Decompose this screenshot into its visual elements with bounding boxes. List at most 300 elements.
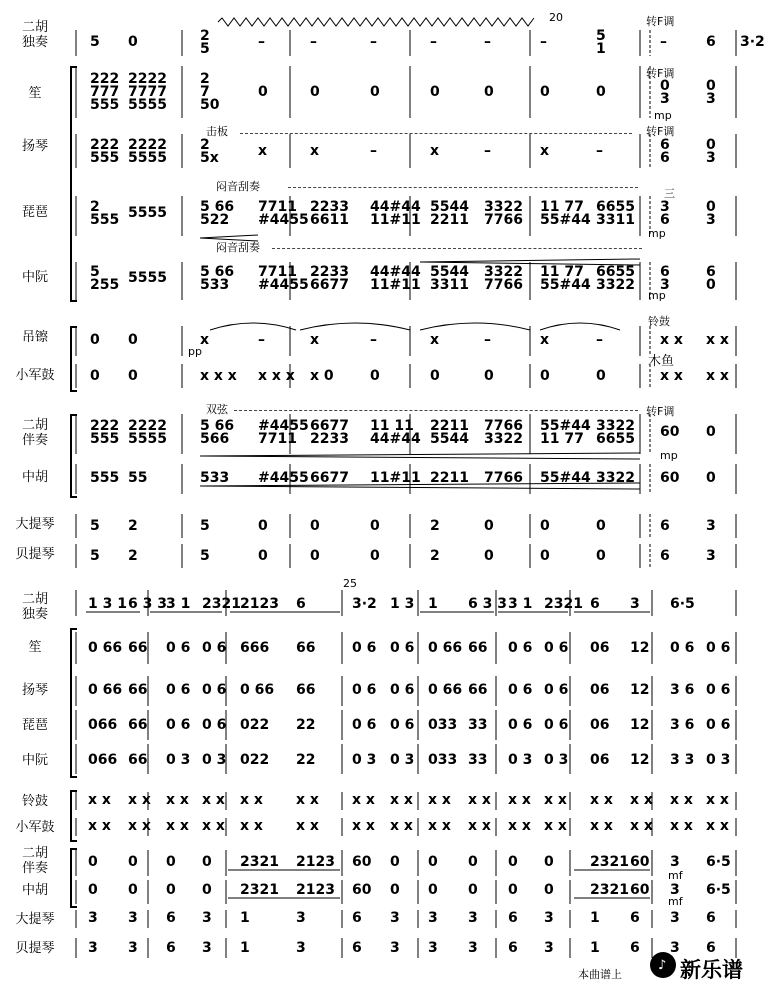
note-erhu_acc: 0 — [88, 854, 98, 870]
note-sheng: 0 6 — [670, 640, 695, 656]
note-zhongruan: 5555 — [128, 270, 167, 286]
slur-arc — [420, 323, 530, 330]
note-bass: 3 — [202, 940, 212, 956]
note-sheng: 0 — [310, 84, 320, 100]
note-yangqin: 5x — [200, 149, 219, 166]
note-cello: 6 — [508, 910, 518, 926]
note-diaobo: – — [370, 332, 377, 348]
note-snare: x x — [706, 368, 729, 384]
note-pipa: 7711 — [258, 198, 297, 215]
note-sheng: 777 — [90, 84, 120, 100]
note-linggu: x x — [390, 792, 413, 808]
label-sheng: 笙 — [28, 86, 42, 101]
label-snare-2: 小军鼓 — [15, 820, 55, 835]
note-erhu_acc: 60 — [660, 424, 680, 440]
dynamic-mp: mp — [654, 109, 672, 122]
label-snare: 小军鼓 — [15, 368, 55, 383]
note-yangqin: – — [484, 143, 491, 159]
note-cello: 6 — [630, 910, 640, 926]
note-yangqin: 0 6 — [352, 682, 377, 698]
note-erhu_acc: 11 11 — [370, 417, 414, 434]
note-snare: x x — [128, 818, 151, 834]
note-zhongruan: 0 — [706, 276, 716, 293]
note-snare: 0 — [370, 368, 380, 384]
key-change-mark-4: 转F调 — [646, 405, 675, 418]
note-snare: x x — [88, 818, 111, 834]
note-erhu_acc: 55#44 — [540, 417, 591, 434]
note-erhu_solo: 6 — [706, 34, 716, 50]
key-change-mark-1: 转F调 — [646, 15, 675, 28]
label-yangqin-2: 扬琴 — [21, 683, 48, 698]
note-yangqin: 6 — [660, 136, 670, 153]
note-yangqin: 2222 — [128, 136, 167, 153]
note-yangqin: 0 6 — [390, 682, 415, 698]
note-zhongruan: 0 3 — [544, 752, 569, 768]
note-erhu_acc: 11 77 — [540, 430, 584, 447]
note-sheng: 0 — [370, 84, 380, 100]
note-yangqin: x — [310, 143, 320, 159]
note-erhu_acc: #4455 — [258, 417, 309, 434]
note-erhu_solo: 1 — [428, 596, 438, 612]
note-zhongruan: 11#11 — [370, 276, 421, 293]
note-pipa: 5544 — [430, 198, 469, 215]
note-bass: 2 — [128, 548, 138, 564]
note-snare: x x x — [258, 368, 295, 384]
note-bass: 6 — [630, 940, 640, 956]
note-linggu: x x — [296, 792, 319, 808]
note-zhongruan: 033 — [428, 752, 458, 768]
note-erhu_solo: 1 — [596, 40, 606, 57]
note-erhu_acc: 0 — [468, 854, 478, 870]
note-sheng: 3 — [706, 90, 716, 107]
note-pipa: 0 6 — [706, 717, 731, 733]
note-bass: 5 — [200, 548, 210, 564]
note-erhu_solo: 6 3 3 — [128, 596, 167, 612]
label-zhonghu-2: 中胡 — [21, 883, 48, 898]
note-linggu: x x — [428, 792, 451, 808]
note-bass: 0 — [596, 548, 606, 564]
note-zhonghu: 6677 — [310, 470, 349, 486]
note-snare: x x — [590, 818, 613, 834]
note-zhongruan: 0 3 — [202, 752, 227, 768]
note-linggu: x x — [128, 792, 151, 808]
note-bass: 1 — [590, 940, 600, 956]
note-bass: 6 — [660, 548, 670, 564]
note-zhonghu: 0 — [88, 882, 98, 898]
note-yangqin: 0 6 — [508, 682, 533, 698]
note-pipa: 6611 — [310, 211, 349, 228]
note-erhu_acc: 7711 — [258, 430, 297, 447]
note-linggu: x x — [544, 792, 567, 808]
note-diaobo: x — [310, 332, 320, 348]
note-zhongruan: #4455 — [258, 276, 309, 293]
note-yangqin: – — [370, 143, 377, 159]
note-zhonghu: 55#44 — [540, 470, 591, 486]
note-bass: 0 — [370, 548, 380, 564]
note-sheng: 0 6 — [544, 640, 569, 656]
note-cello: 3 — [544, 910, 554, 926]
note-snare: x 0 — [310, 368, 334, 384]
note-erhu_acc: 3 — [670, 854, 680, 870]
note-pipa: 44#44 — [370, 198, 421, 215]
key-change-mark-2: 转F调 — [646, 67, 675, 80]
note-sheng: 0 — [596, 84, 606, 100]
note-pipa: 5 66 — [200, 198, 235, 215]
hairpin — [200, 486, 640, 489]
label-zhonghu: 中胡 — [21, 470, 48, 485]
note-sheng: 0 — [540, 84, 550, 100]
note-erhu_solo: – — [430, 34, 437, 50]
note-pipa: 0 6 — [352, 717, 377, 733]
note-cello: 0 — [310, 518, 320, 534]
note-erhu_solo: 2321 — [202, 596, 241, 612]
note-erhu_acc: 0 — [428, 854, 438, 870]
label-erhu-acc: 二胡 伴奏 — [21, 418, 48, 448]
note-yangqin: 6 — [660, 149, 670, 166]
note-sheng: 0 — [484, 84, 494, 100]
dynamic-pp: pp — [188, 345, 202, 358]
logo-icon: ♪ — [650, 952, 676, 978]
note-linggu: x x — [468, 792, 491, 808]
linggu-mark: 铃鼓 — [648, 315, 670, 328]
note-yangqin: – — [596, 143, 603, 159]
note-sheng: 12 — [630, 640, 650, 656]
note-diaobo: x x — [660, 332, 683, 348]
note-bass: 0 — [310, 548, 320, 564]
note-cello: 6 — [706, 910, 716, 926]
note-yangqin: 3 6 — [670, 682, 695, 698]
note-yangqin: 2 — [200, 136, 210, 153]
note-pipa: 0 6 — [202, 717, 227, 733]
note-erhu_solo: – — [310, 34, 317, 50]
note-erhu_acc: 6·5 — [706, 854, 731, 870]
note-snare: x x — [544, 818, 567, 834]
note-bass: 0 — [540, 548, 550, 564]
note-bass: 3 — [390, 940, 400, 956]
note-zhonghu: 0 — [202, 882, 212, 898]
note-pipa: 11 77 — [540, 198, 584, 215]
note-zhonghu: 0 — [390, 882, 400, 898]
note-erhu_acc: 222 — [90, 417, 120, 434]
note-erhu_solo: 2 — [200, 27, 210, 44]
note-yangqin: 66 — [128, 682, 148, 698]
note-zhongruan: 5544 — [430, 263, 469, 280]
note-cello: 6 — [166, 910, 176, 926]
note-bass: 0 — [484, 548, 494, 564]
note-sheng: 5555 — [128, 97, 167, 113]
note-zhonghu: 0 — [428, 882, 438, 898]
note-erhu_solo: 3 1 — [508, 596, 533, 612]
note-pipa: 022 — [240, 717, 270, 733]
note-zhongruan: 6677 — [310, 276, 349, 293]
note-snare: 0 — [484, 368, 494, 384]
note-cello: 6 — [352, 910, 362, 926]
note-erhu_acc: 5544 — [430, 430, 469, 447]
note-bass: 3 — [296, 940, 306, 956]
note-bass: 2 — [430, 548, 440, 564]
note-zhongruan: 44#44 — [370, 263, 421, 280]
note-cello: 3 — [670, 910, 680, 926]
note-erhu_solo: – — [258, 34, 265, 50]
note-zhonghu: 0 — [166, 882, 176, 898]
note-erhu_acc: 6655 — [596, 430, 635, 447]
note-erhu_solo: 6 — [296, 596, 306, 612]
note-yangqin: x — [430, 143, 440, 159]
note-linggu: x x — [352, 792, 375, 808]
footer-note: 本曲谱上 — [578, 968, 622, 981]
note-zhongruan: 0 3 — [508, 752, 533, 768]
note-yangqin: 66 — [296, 682, 316, 698]
jiban-mark: 击板 — [206, 125, 228, 138]
note-snare: x x — [240, 818, 263, 834]
note-cello: 0 — [258, 518, 268, 534]
note-bass: 6 — [352, 940, 362, 956]
note-cello: 0 — [596, 518, 606, 534]
note-yangqin: 5555 — [128, 149, 167, 166]
note-erhu_solo: 3·2 — [352, 596, 377, 612]
note-snare: x x — [428, 818, 451, 834]
slur-arc — [300, 323, 410, 330]
label-bass-2: 贝提琴 — [15, 941, 55, 956]
note-pipa: 06 — [590, 717, 610, 733]
note-pipa: #4455 — [258, 211, 309, 228]
note-sheng: 0 6 — [202, 640, 227, 656]
san-mark: 三 — [664, 187, 675, 200]
note-snare: 0 — [90, 368, 100, 384]
note-zhonghu: 0 — [544, 882, 554, 898]
note-erhu_acc: 0 — [202, 854, 212, 870]
note-erhu_solo: – — [484, 34, 491, 50]
note-sheng: 7777 — [128, 84, 167, 100]
note-snare: x x — [660, 368, 683, 384]
note-zhongruan: 0 3 — [390, 752, 415, 768]
note-erhu_acc: 0 — [508, 854, 518, 870]
note-zhonghu: 2321 — [590, 882, 629, 898]
hairpin — [200, 453, 640, 456]
note-zhonghu: 60 — [660, 470, 680, 486]
note-yangqin: 0 66 — [88, 682, 123, 698]
note-bass: 3 — [670, 940, 680, 956]
note-yangqin: 0 6 — [166, 682, 191, 698]
note-yangqin: 06 — [590, 682, 610, 698]
note-pipa: 11#11 — [370, 211, 421, 228]
note-cello: 0 — [370, 518, 380, 534]
note-cello: 3 — [390, 910, 400, 926]
note-zhongruan: 3 3 — [670, 752, 695, 768]
note-sheng: 666 — [240, 640, 270, 656]
note-snare: 0 — [596, 368, 606, 384]
note-snare: x x x — [200, 368, 237, 384]
slur-arc — [540, 323, 620, 330]
note-yangqin: 0 66 — [428, 682, 463, 698]
note-zhongruan: 33 — [468, 752, 488, 768]
note-zhongruan: 0 3 — [352, 752, 377, 768]
label-cello: 大提琴 — [15, 517, 55, 532]
menyin-mark-2: 闷音刮奏 — [216, 241, 260, 254]
note-erhu_acc: 5 66 — [200, 417, 235, 434]
note-erhu_acc: 0 — [706, 424, 716, 440]
note-yangqin: 555 — [90, 149, 120, 166]
note-snare: x x — [630, 818, 653, 834]
note-pipa: 0 6 — [508, 717, 533, 733]
note-sheng: 2 — [200, 71, 210, 87]
note-sheng: 66 — [468, 640, 488, 656]
note-snare: x x — [706, 818, 729, 834]
note-yangqin: x — [540, 143, 550, 159]
note-zhongruan: 6 — [660, 263, 670, 280]
note-cello: 3 — [296, 910, 306, 926]
note-diaobo: 0 — [128, 332, 138, 348]
note-erhu_solo: 6 3 3 — [468, 596, 507, 612]
note-snare: x x — [202, 818, 225, 834]
note-zhongruan: 22 — [296, 752, 316, 768]
note-pipa: 7766 — [484, 211, 523, 228]
note-cello: 1 — [590, 910, 600, 926]
note-pipa: 12 — [630, 717, 650, 733]
label-zhongruan: 中阮 — [21, 270, 48, 285]
note-pipa: 3 — [706, 211, 716, 228]
note-yangqin: x — [258, 143, 268, 159]
note-pipa: 2 — [90, 198, 100, 215]
note-yangqin: 66 — [468, 682, 488, 698]
note-zhonghu: 3 — [670, 882, 680, 898]
note-snare: 0 — [540, 368, 550, 384]
note-erhu_acc: 3322 — [484, 430, 523, 447]
note-erhu_acc: 2321 — [590, 854, 629, 870]
note-sheng: 66 — [296, 640, 316, 656]
note-zhonghu: 2123 — [296, 882, 335, 898]
note-pipa: 3 — [660, 198, 670, 215]
note-sheng: 7 — [200, 84, 210, 100]
note-yangqin: 0 66 — [240, 682, 275, 698]
note-erhu_solo: 3·2 — [740, 34, 765, 50]
label-erhu-solo: 二胡 独奏 — [21, 20, 48, 50]
note-zhongruan: 533 — [200, 276, 230, 293]
note-cello: 2 — [430, 518, 440, 534]
dynamic-mp: mp — [660, 449, 678, 462]
note-linggu: x x — [88, 792, 111, 808]
note-pipa: 2233 — [310, 198, 349, 215]
note-erhu_acc: 2222 — [128, 417, 167, 434]
note-pipa: 5555 — [128, 205, 167, 221]
measure-number-25: 25 — [343, 577, 357, 590]
note-zhonghu: 6·5 — [706, 882, 731, 898]
note-erhu_solo: 5 — [596, 27, 606, 44]
dynamic-mp: mp — [648, 227, 666, 240]
note-zhongruan: 5 66 — [200, 263, 235, 280]
note-erhu_solo: 0 — [128, 34, 138, 50]
note-zhonghu: 60 — [352, 882, 372, 898]
note-pipa: 3311 — [596, 211, 635, 228]
note-pipa: 0 — [706, 198, 716, 215]
note-yangqin: 0 6 — [706, 682, 731, 698]
note-pipa: 66 — [128, 717, 148, 733]
note-cello: 3 — [706, 518, 716, 534]
note-linggu: x x — [706, 792, 729, 808]
hairpin — [200, 235, 258, 238]
note-bass: 3 — [544, 940, 554, 956]
note-pipa: 22 — [296, 717, 316, 733]
note-zhonghu: 2211 — [430, 470, 469, 486]
note-bass: 3 — [428, 940, 438, 956]
note-yangqin: 0 6 — [544, 682, 569, 698]
note-zhongruan: 55#44 — [540, 276, 591, 293]
note-erhu_acc: 2233 — [310, 430, 349, 447]
note-diaobo: 0 — [90, 332, 100, 348]
note-pipa: 033 — [428, 717, 458, 733]
hairpin — [200, 238, 258, 241]
note-snare: x x — [166, 818, 189, 834]
note-erhu_acc: 6677 — [310, 417, 349, 434]
note-linggu: x x — [166, 792, 189, 808]
note-diaobo: x — [200, 332, 210, 348]
note-pipa: 0 6 — [544, 717, 569, 733]
note-zhongruan: 06 — [590, 752, 610, 768]
note-erhu_acc: 0 — [544, 854, 554, 870]
label-pipa: 琵琶 — [21, 205, 48, 220]
note-zhongruan: 66 — [128, 752, 148, 768]
note-diaobo: x x — [706, 332, 729, 348]
note-erhu_solo: 2123 — [240, 596, 279, 612]
slur-arc — [210, 323, 296, 330]
note-sheng: 0 6 — [706, 640, 731, 656]
note-sheng: 0 6 — [390, 640, 415, 656]
note-zhonghu: 2321 — [240, 882, 279, 898]
label-cello-2: 大提琴 — [15, 912, 55, 927]
measure-number-20: 20 — [549, 11, 563, 24]
note-zhongruan: 12 — [630, 752, 650, 768]
note-cello: 0 — [484, 518, 494, 534]
menyin-mark-1: 闷音刮奏 — [216, 180, 260, 193]
note-erhu_acc: 60 — [630, 854, 650, 870]
note-bass: 3 — [706, 548, 716, 564]
label-zhongruan-2: 中阮 — [21, 753, 48, 768]
note-snare: x x — [352, 818, 375, 834]
note-zhongruan: 3322 — [596, 276, 635, 293]
note-zhonghu: 55 — [128, 470, 148, 486]
note-yangqin: 0 6 — [202, 682, 227, 698]
note-cello: 5 — [90, 518, 100, 534]
note-cello: 3 — [468, 910, 478, 926]
note-bass: 5 — [90, 548, 100, 564]
trill-zigzag — [218, 18, 534, 26]
note-pipa: 55#44 — [540, 211, 591, 228]
label-bass: 贝提琴 — [15, 547, 55, 562]
note-zhonghu: 11#11 — [370, 470, 421, 486]
note-bass: 3 — [88, 940, 98, 956]
muyu-mark: 木鱼 — [648, 354, 675, 369]
note-pipa: 6 — [660, 211, 670, 228]
note-yangqin: 3 — [706, 149, 716, 166]
note-erhu_acc: 555 — [90, 430, 120, 447]
note-pipa: 555 — [90, 211, 120, 228]
note-zhongruan: 5 — [90, 263, 100, 280]
note-cello: 3 — [128, 910, 138, 926]
note-sheng: 0 — [258, 84, 268, 100]
note-cello: 3 — [88, 910, 98, 926]
note-diaobo: – — [258, 332, 265, 348]
note-zhongruan: 7766 — [484, 276, 523, 293]
note-erhu_acc: 0 — [166, 854, 176, 870]
key-change-mark-3: 转F调 — [646, 125, 675, 138]
note-snare: x x — [468, 818, 491, 834]
note-linggu: x x — [670, 792, 693, 808]
note-zhonghu: 0 — [128, 882, 138, 898]
note-sheng: 0 — [706, 77, 716, 94]
label-erhu-acc-2: 二胡 伴奏 — [21, 846, 48, 876]
note-pipa: 0 6 — [390, 717, 415, 733]
note-bass: 0 — [258, 548, 268, 564]
